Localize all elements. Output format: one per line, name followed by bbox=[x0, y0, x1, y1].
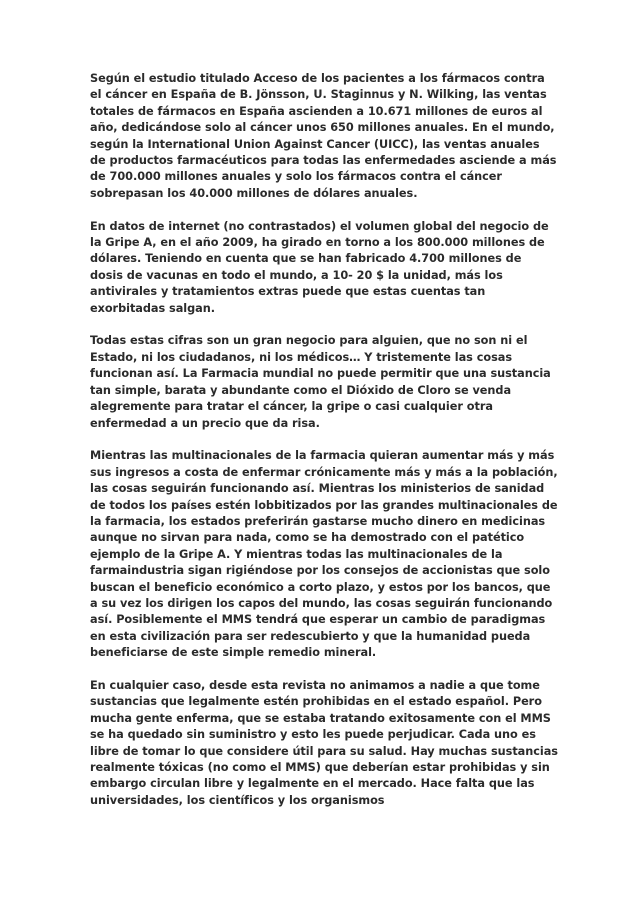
paragraph-3: Todas estas cifras son un gran negocio para alguien, que no son ni el Estado, ni los ciudadanos, ni los médicos… Y tristemente las cosas funcionan así. La Farmacia mundial no puede permitir que una sustancia tan simple, barata y abundante como el Dióxido de Cloro se venda alegremente para tratar el cáncer, la gripe o casi cualquier otra enfermedad a un precio que da risa. bbox=[90, 334, 551, 430]
paragraph-4: Mientras las multinacionales de la farmacia quieran aumentar más y más sus ingresos a costa de enfermar crónicamente más y más a la población, las cosas seguirán funcionando así. Mientras los ministerios de sanidad de todos los países estén lobbitizados por las grandes multinacionales de la farmacia, los estados preferirán gastarse mucho dinero en medicinas aunque no sirvan para nada, como se ha demostrado con el patético ejemplo de la Gripe A. Y mientras todas las multinacionales de la farmaindustria sigan rigiéndose por los consejos de accionistas que solo buscan el beneficio económico a corto plazo, y estos por los bancos, que a su vez los dirigen los capos del mundo, las cosas seguirán funcionando así. Posiblemente el MMS tendrá que esperar un cambio de paradigmas en esta civilización para ser redescubierto y que la humanidad pueda beneficiarse de este simple remedio mineral. bbox=[90, 449, 558, 660]
paragraph-1: Según el estudio titulado Acceso de los pacientes a los fármacos contra el cáncer en España de B. Jönsson, U. Staginnus y N. Wilking, las ventas totales de fármacos en España ascienden a 10.671 millones de euros al año, dedicándose solo al cáncer unos 650 millones anuales. En el mundo, según la International Union Against Cancer (UICC), las ventas anuales de productos farmacéuticos para todas las enfermedades asciende a más de 700.000 millones anuales y solo los fármacos contra el cáncer sobrepasan los 40.000 millones de dólares anuales. bbox=[90, 72, 557, 200]
document-body bbox=[90, 71, 558, 826]
paragraph-2: En datos de internet (no contrastados) el volumen global del negocio de la Gripe A, en el año 2009, ha girado en torno a los 800.000 millones de dólares. Teniendo en cuenta que se han fabricado 4.700 millones de dosis de vacunas en todo el mundo, a 10- 20 $ la unidad, más los antivirales y tratamientos extras puede que estas cuentas tan exorbitadas salgan. bbox=[90, 219, 549, 315]
paragraph-5: En cualquier caso, desde esta revista no animamos a nadie a que tome sustancias que legalmente estén prohibidas en el estado español. Pero mucha gente enferma, que se estaba tratando exitosamente con el MMS se ha quedado sin suministro y esto les puede perjudicar. Cada uno es libre de tomar lo que considere útil para su salud. Hay muchas sustancias realmente tóxicas (no como el MMS) que deberían estar prohibidas y sin embargo circulan libre y legalmente en el mercado. Hace falta que las universidades, los científicos y los organismos bbox=[90, 678, 558, 807]
